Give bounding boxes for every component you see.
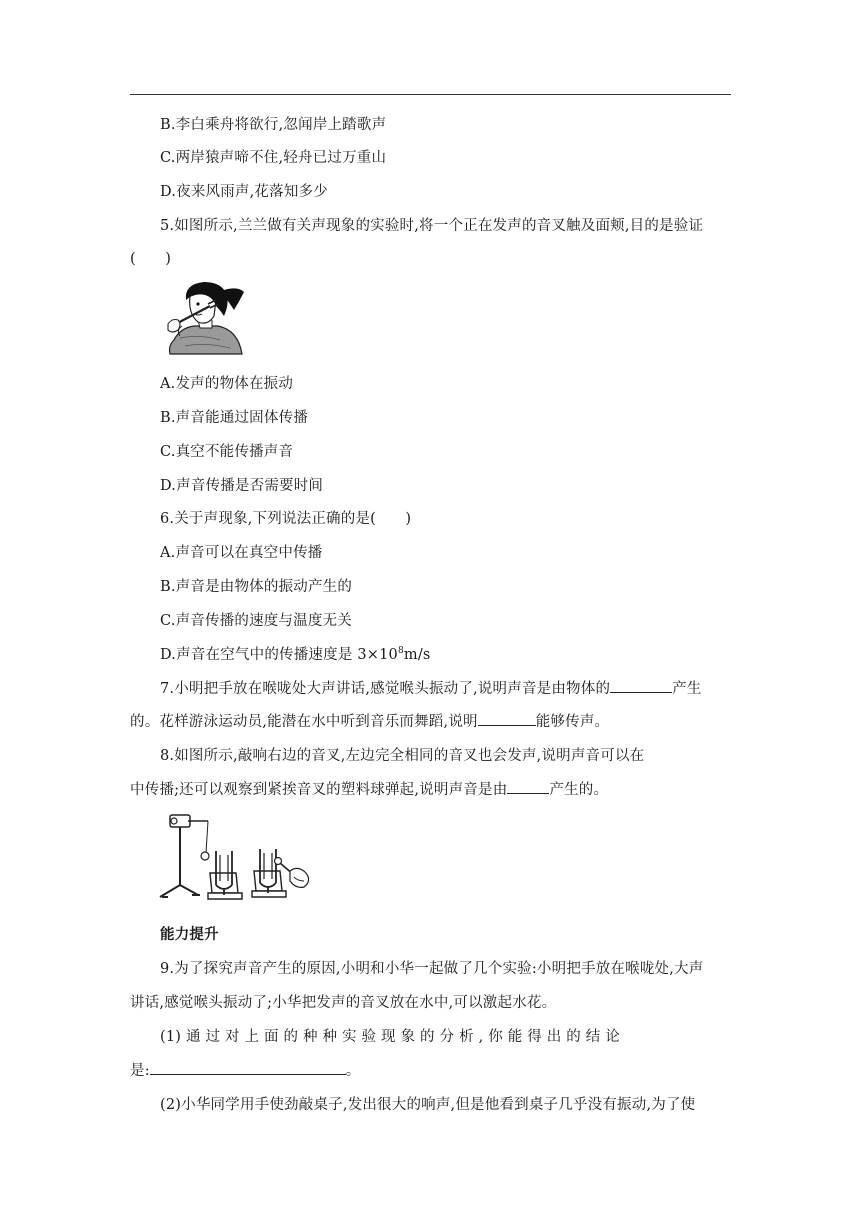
q7-line-2 — [130, 710, 609, 731]
q8-line-2 — [130, 778, 608, 799]
q6-option-d-text: D.声音在空气中的传播速度是 3×10 — [160, 647, 398, 663]
q6-option-d — [160, 643, 431, 664]
section-heading: 能力提升 — [160, 927, 219, 943]
header-rule — [130, 94, 731, 95]
q7-line-2-end: 能够传声。 — [535, 714, 610, 730]
q6-option-b: B.声音是由物体的振动产生的 — [160, 579, 353, 595]
q6-stem: 6.关于声现象,下列说法正确的是( ) — [160, 511, 412, 527]
q4-option-d: D.夜来风雨声,花落知多少 — [160, 184, 328, 200]
q9-part-1-label: 是: — [130, 1063, 150, 1079]
q9-part-2-line-1: (2)小华同学用手使劲敲桌子,发出很大的响声,但是他看到桌子几乎没有振动,为了使 — [160, 1097, 696, 1113]
q6-option-d-unit: m/s — [403, 647, 431, 663]
q8-line-2-text: 中传播;还可以观察到紧挨音叉的塑料球弹起,说明声音是由 — [130, 782, 508, 798]
q9-line-2: 讲话,感觉喉头振动了;小华把发声的音叉放在水中,可以激起水花。 — [130, 995, 557, 1011]
q7-line-1 — [160, 677, 702, 698]
q5-stem: 5.如图所示,兰兰做有关声现象的实验时,将一个正在发声的音叉触及面颊,目的是验证 — [160, 218, 704, 234]
q7-line-1-text: 7.小明把手放在喉咙处大声讲话,感觉喉头振动了,说明声音是由物体的 — [160, 681, 611, 697]
q9-part-1-blank[interactable] — [150, 1060, 346, 1075]
q5-option-b: B.声音能通过固体传播 — [160, 410, 308, 426]
q5-option-d: D.声音传播是否需要时间 — [160, 478, 324, 494]
q4-option-c: C.两岸猿声啼不住,轻舟已过万重山 — [160, 150, 387, 166]
q8-blank[interactable] — [507, 779, 549, 794]
q9-part-1-line-2 — [130, 1059, 361, 1080]
q4-option-b: B.李白乘舟将欲行,忽闻岸上踏歌声 — [160, 117, 387, 133]
q8-line-1: 8.如图所示,敲响右边的音叉,左边完全相同的音叉也会发声,说明声音可以在 — [160, 748, 645, 764]
tuning-forks-figure — [158, 811, 316, 905]
q6-option-a: A.声音可以在真空中传播 — [160, 545, 323, 561]
q7-blank-2[interactable] — [478, 711, 536, 726]
q7-line-1-end: 产生 — [672, 681, 702, 697]
q9-line-1: 9.为了探究声音产生的原因,小明和小华一起做了几个实验:小明把手放在喉咙处,大声 — [160, 961, 704, 977]
q7-line-2-text: 的。花样游泳运动员,能潜在水中听到音乐而舞蹈,说明 — [130, 714, 478, 730]
q8-line-2-end: 产生的。 — [549, 782, 609, 798]
girl-tuning-fork-figure — [160, 280, 246, 358]
q6-option-d-exponent: 8 — [397, 646, 404, 657]
q7-blank-1[interactable] — [610, 678, 672, 693]
q9-part-1-line-1: (1) 通 过 对 上 面 的 种 种 实 验 现 象 的 分 析 , 你 能 得 出 的 结 论 — [160, 1029, 620, 1045]
q9-part-1-end: 。 — [345, 1063, 361, 1079]
q5-option-a: A.发声的物体在振动 — [160, 376, 294, 392]
q6-option-c: C.声音传播的速度与温度无关 — [160, 613, 352, 629]
q5-answer-paren: ( ) — [130, 251, 172, 267]
q5-option-c: C.真空不能传播声音 — [160, 444, 294, 460]
